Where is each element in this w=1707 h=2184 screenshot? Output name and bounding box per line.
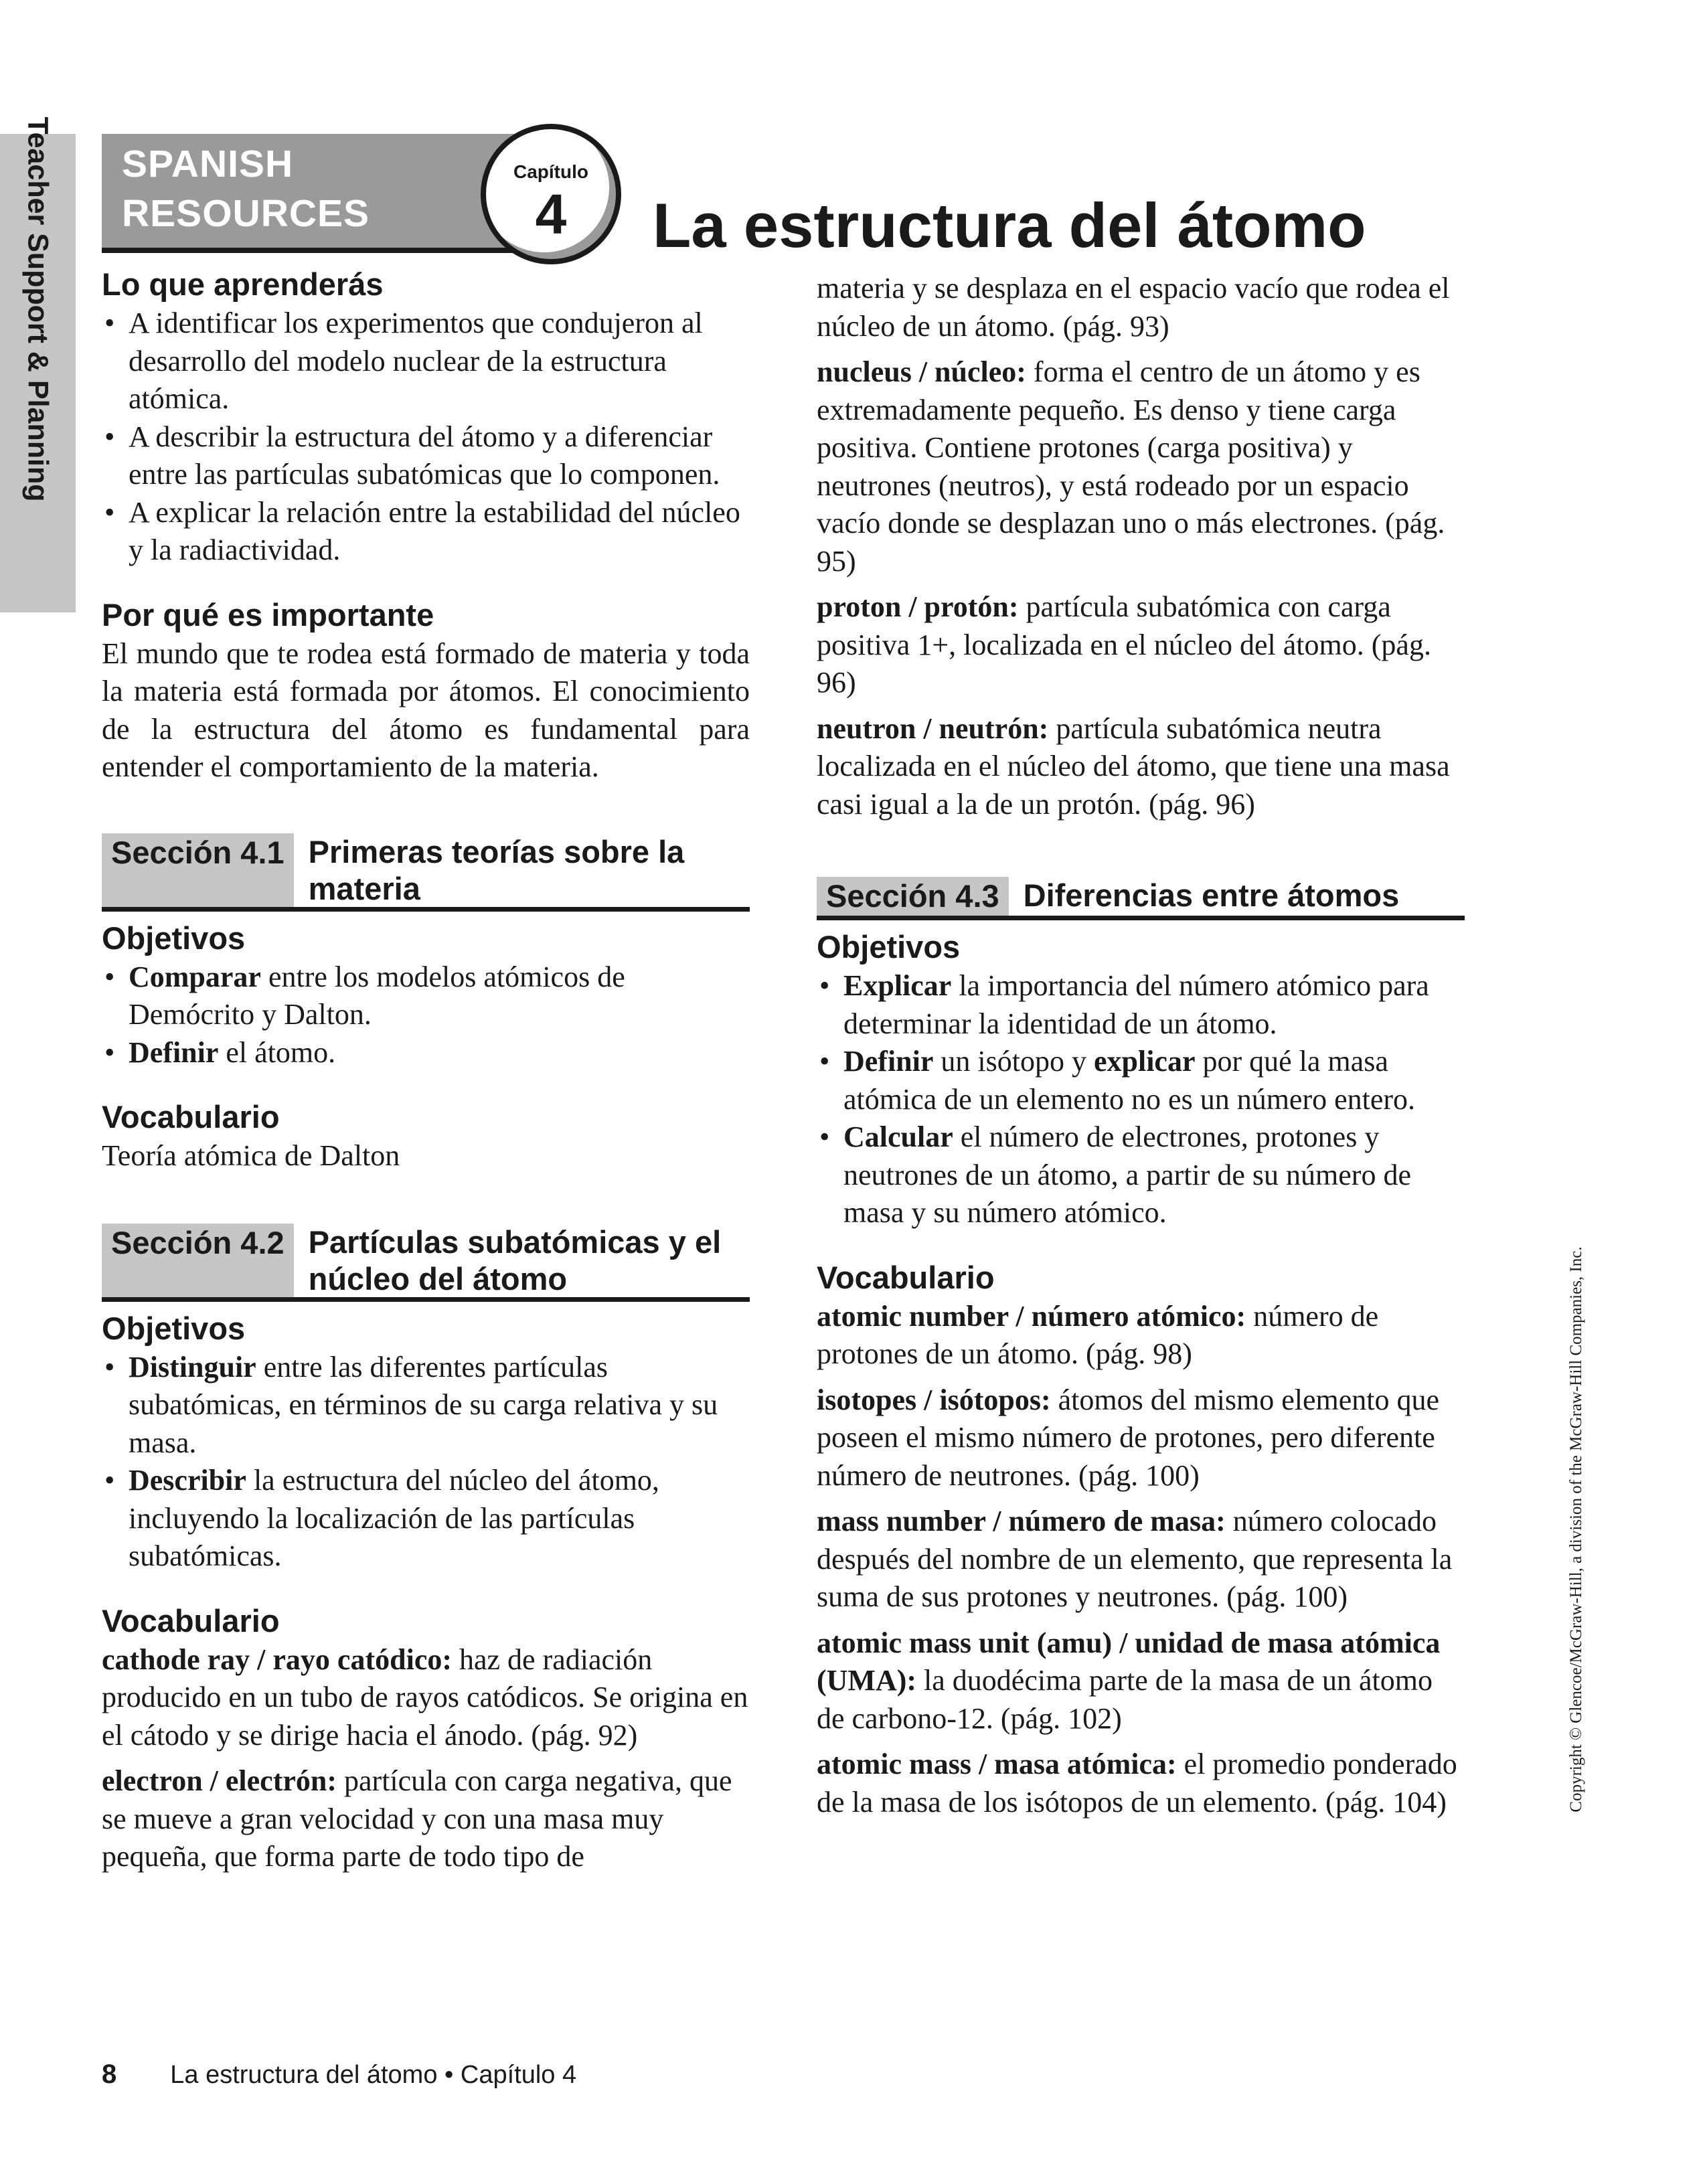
vocab-heading: Vocabulario	[102, 1602, 280, 1639]
continued-text: materia y se desplaza en el espacio vacío que rodea el núcleo de un átomo. (pág. 93)	[817, 272, 1450, 343]
list-item: • Definir el átomo.	[102, 1034, 750, 1072]
vocab-text: Teoría atómica de Dalton	[102, 1139, 400, 1172]
section-title: Partículas subatómicas y el núcleo del átomo	[308, 1224, 722, 1296]
resources-line-1: SPANISH	[122, 143, 294, 185]
spanish-resources-banner	[102, 134, 530, 253]
list-item: • Describir la estructura del núcleo del átomo, incluyendo la localización de las partículas subatómicas.	[102, 1462, 750, 1576]
vocab-entry: mass number / número de masa: número colocado después del nombre de un elemento, que representa la suma de sus protones y neutrones. (pág. 100)	[817, 1505, 1453, 1613]
footer-text: La estructura del átomo • Capítulo 4	[170, 2061, 577, 2089]
page-title: La estructura del átomo	[653, 190, 1366, 260]
section-title: Primeras teorías sobre la materia	[308, 833, 685, 906]
page-footer	[102, 2058, 576, 2091]
list-item: • A explicar la relación entre la estabilidad del núcleo y la radiactividad.	[102, 494, 750, 570]
vocab-entry: nucleus / núcleo: forma el centro de un átomo y es extremadamente pequeño. Es denso y tiene carga positiva. Contiene protones (carga positiva) y neutrones (neutros), y está rodeado por un espacio vacío donde se desplazan uno o más electrones. (pág. 95)	[817, 355, 1445, 578]
resources-line-2: RESOURCES	[122, 192, 370, 235]
vocab-entry: electron / electrón: partícula con carga negativa, que se mueve a gran velocidad y con una masa muy pequeña, que forma parte de todo tipo de	[102, 1764, 732, 1873]
copyright-notice: Copyright © Glencoe/McGraw-Hill, a division of the McGraw-Hill Companies, Inc.	[1567, 1246, 1585, 1813]
list-item: • Definir un isótopo y explicar por qué la masa atómica de un elemento no es un número entero.	[817, 1043, 1465, 1118]
list-item: • Calcular el número de electrones, protones y neutrones de un átomo, a partir de su número de masa y su número atómico.	[817, 1118, 1465, 1232]
section-4-1-header	[102, 833, 750, 912]
section-4-3-header	[817, 877, 1465, 920]
list-item: • Distinguir entre las diferentes partículas subatómicas, en términos de su carga relativa y su masa.	[102, 1349, 750, 1462]
section-title: Diferencias entre átomos	[1023, 877, 1400, 913]
chapter-label: Capítulo	[513, 161, 588, 182]
vocab-heading: Vocabulario	[817, 1259, 995, 1295]
vocab-heading: Vocabulario	[102, 1099, 280, 1135]
list-item: • A identificar los experimentos que condujeron al desarrollo del modelo nuclear de la estructura atómica.	[102, 305, 750, 418]
vocab-entry: neutron / neutrón: partícula subatómica neutra localizada en el núcleo del átomo, que tiene una masa casi igual a la de un protón. (pág. 96)	[817, 711, 1450, 821]
section-4-2-header	[102, 1224, 750, 1302]
side-tab-label: Teacher Support & Planning	[21, 116, 54, 502]
list-item: • Explicar la importancia del número atómico para determinar la identidad de un átomo.	[817, 967, 1465, 1043]
objectives-heading: Objetivos	[102, 920, 246, 956]
vocab-entry: proton / protón: partícula subatómica con carga positiva 1+, localizada en el núcleo del átomo. (pág. 96)	[817, 590, 1431, 699]
objectives-heading: Objetivos	[102, 1310, 246, 1346]
learn-list	[102, 305, 750, 570]
objectives-list	[102, 958, 750, 1072]
why-text: El mundo que te rodea está formado de materia y toda la materia está formada por átomos. El conocimiento de la estructura del átomo es fundamental para entender el comportamiento de la materia.	[102, 637, 750, 783]
section-label: Sección 4.2	[102, 1224, 294, 1297]
objectives-list	[817, 967, 1465, 1232]
left-column	[102, 264, 750, 1884]
why-heading: Por qué es importante	[102, 596, 434, 633]
vocab-entry: atomic number / número atómico: número de protones de un átomo. (pág. 98)	[817, 1299, 1379, 1370]
vocab-entry: isotopes / isótopos: átomos del mismo elemento que poseen el mismo número de protones, pero diferente número de neutrones. (pág. 100)	[817, 1383, 1440, 1492]
section-label: Sección 4.1	[102, 833, 294, 907]
vocab-entry: atomic mass unit (amu) / unidad de masa atómica (UMA): la duodécima parte de la masa de un átomo de carbono-12. (pág. 102)	[817, 1626, 1441, 1735]
section-label: Sección 4.3	[817, 877, 1009, 916]
vocab-entry: atomic mass / masa atómica: el promedio ponderado de la masa de los isótopos de un elemento. (pág. 104)	[817, 1748, 1457, 1819]
list-item: • A describir la estructura del átomo y a diferenciar entre las partículas subatómicas que lo componen.	[102, 418, 750, 494]
chapter-badge	[481, 124, 621, 264]
vocab-entry: cathode ray / rayo catódico: haz de radiación producido en un tubo de rayos catódicos. Se origina en el cátodo y se dirige hacia el ánodo. (pág. 92)	[102, 1643, 748, 1752]
objectives-heading: Objetivos	[817, 929, 961, 964]
right-column	[817, 264, 1465, 1829]
objectives-list	[102, 1349, 750, 1576]
list-item: • Comparar entre los modelos atómicos de Demócrito y Dalton.	[102, 958, 750, 1034]
chapter-number: 4	[535, 183, 567, 246]
page-number: 8	[102, 2060, 117, 2089]
learn-heading: Lo que aprenderás	[102, 266, 384, 302]
